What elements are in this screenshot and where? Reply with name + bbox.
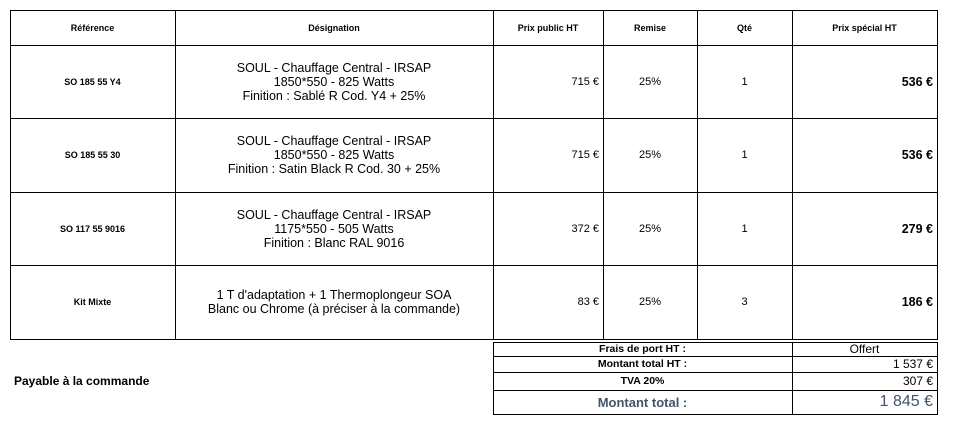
montant-ht-value: 1 537 € xyxy=(892,357,933,371)
cell-designation xyxy=(175,265,493,339)
cell-remise: 25% xyxy=(638,75,662,88)
cell-reference: SO 117 55 9016 xyxy=(59,223,126,234)
frais-de-port-value: Offert xyxy=(849,342,880,356)
header-remise: Remise xyxy=(633,22,667,33)
designation-line: Finition : Satin Black R Cod. 30 + 25% xyxy=(227,162,441,176)
cell-prix-special: 279 € xyxy=(901,221,933,236)
header-quantity: Qté xyxy=(736,22,752,33)
header-prix-special: Prix spécial HT xyxy=(832,22,897,33)
cell-prix-special: 536 € xyxy=(901,148,933,162)
cell-prix-public: 715 € xyxy=(571,75,599,88)
montant-total-label: Montant total : xyxy=(597,394,688,410)
designation-line: SOUL - Chauffage Central - IRSAP xyxy=(236,207,432,222)
montant-ht-label: Montant total HT : xyxy=(597,358,688,370)
cell-prix-public: 715 € xyxy=(571,149,599,161)
header-prix-public: Prix public HT xyxy=(517,22,579,33)
designation-line: 1850*550 - 825 Watts xyxy=(273,148,395,162)
tva-label: TVA 20% xyxy=(620,375,665,387)
designation-line: Blanc ou Chrome (à préciser à la commande) xyxy=(207,302,461,316)
designation-line: 1850*550 - 825 Watts xyxy=(273,74,395,89)
cell-quantity: 1 xyxy=(741,222,748,235)
montant-total-value: 1 845 € xyxy=(879,393,933,410)
tva-value: 307 € xyxy=(902,374,933,388)
header-reference: Référence xyxy=(70,22,115,33)
cell-remise: 25% xyxy=(638,296,662,308)
cell-reference: SO 185 55 Y4 xyxy=(64,76,121,87)
cell-reference: SO 185 55 30 xyxy=(64,150,121,160)
table-border-bottom xyxy=(10,339,938,340)
payable-note: Payable à la commande xyxy=(14,374,150,388)
cell-remise: 25% xyxy=(638,222,662,235)
table-col-divider xyxy=(937,10,938,340)
totals-border-bottom xyxy=(493,414,938,415)
designation-line: 1 T d'adaptation + 1 Thermoplongeur SOA xyxy=(216,288,452,302)
totals-col-divider xyxy=(937,342,938,415)
cell-prix-public: 83 € xyxy=(577,296,599,308)
cell-designation xyxy=(175,45,493,118)
cell-quantity: 1 xyxy=(741,75,748,88)
cell-quantity: 3 xyxy=(741,296,748,308)
designation-line: Finition : Sablé R Cod. Y4 + 25% xyxy=(242,88,426,103)
cell-prix-special: 536 € xyxy=(901,74,933,89)
cell-reference: Kit Mixte xyxy=(73,297,112,307)
cell-remise: 25% xyxy=(638,149,662,161)
designation-line: Finition : Blanc RAL 9016 xyxy=(263,235,405,250)
cell-designation xyxy=(175,118,493,192)
designation-line: 1175*550 - 505 Watts xyxy=(274,221,394,236)
cell-quantity: 1 xyxy=(741,149,748,161)
header-designation: Désignation xyxy=(308,22,360,33)
cell-designation xyxy=(175,192,493,265)
designation-line: SOUL - Chauffage Central - IRSAP xyxy=(236,60,432,75)
designation-line: SOUL - Chauffage Central - IRSAP xyxy=(236,134,432,148)
frais-de-port-label: Frais de port HT : xyxy=(599,343,686,355)
cell-prix-special: 186 € xyxy=(901,295,933,309)
cell-prix-public: 372 € xyxy=(571,222,599,235)
